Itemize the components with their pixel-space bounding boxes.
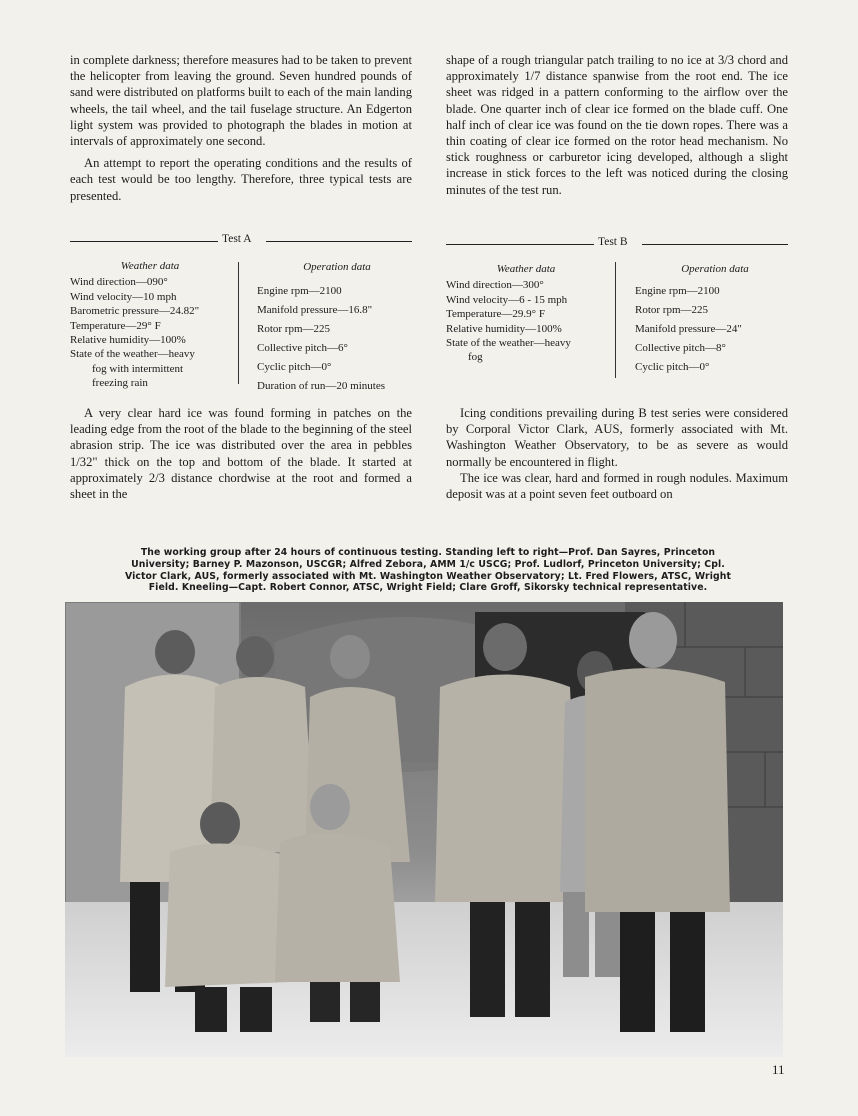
test-b-heading: [446, 236, 788, 254]
test-b-operation-data: [635, 262, 795, 379]
test-a-heading: [70, 233, 412, 251]
data-row: Wind direction—300°: [446, 279, 544, 292]
paragraph: Icing conditions prevailing during B test series were considered by Corporal Victor Clark, AUS, formerly associated with Mt. Washington Weather Observatory, to be as severe as would normally be encountered in flight.: [446, 406, 788, 469]
top-right-column: [446, 52, 788, 198]
photo-image: [65, 602, 783, 1057]
test-b-weather-data: [446, 262, 606, 365]
weather-heading: Weather data: [120, 260, 180, 272]
data-row: Collective pitch—6°: [257, 342, 348, 355]
middle-right-column: [446, 405, 788, 502]
data-row: Rotor rpm—225: [635, 304, 709, 317]
data-row: Wind velocity—6 - 15 mph: [446, 293, 568, 306]
rule-right: [266, 241, 412, 242]
data-row: Manifold pressure—16.8": [257, 304, 373, 317]
group-photograph: [65, 602, 783, 1057]
paragraph: in complete darkness; therefore measures had to be taken to prevent the helicopter from leaving the ground. Seven hundred pounds of sand were distributed on platforms built to each of the main landing wheels, the tail wheel, and the tail fuselage structure. An Edgerton light system was provided to photograph the blades in motion at intervals of approximately one second.: [70, 53, 412, 149]
column-divider: [238, 262, 239, 384]
data-row: fog: [468, 351, 483, 364]
column-divider: [615, 262, 616, 378]
data-row: Wind velocity—10 mph: [70, 290, 177, 303]
test-b-label: Test B: [594, 236, 632, 248]
top-left-column: [70, 52, 412, 204]
data-row: Wind direction—090°: [70, 276, 168, 289]
rule-right: [642, 244, 788, 245]
paragraph: A very clear hard ice was found forming in patches on the leading edge from the root of the blade to the beginning of the steel abrasion strip. The ice was distributed over the area in pebbles 1/32" thick on the top and bottom of the blade. It started at approximately 2/3 distance chordwise at the root and formed a sheet in the: [70, 406, 412, 502]
data-row: Rotor rpm—225: [257, 323, 331, 336]
data-row: Relative humidity—100%: [446, 322, 562, 335]
data-row: Engine rpm—2100: [257, 285, 342, 298]
data-row: Temperature—29° F: [70, 319, 161, 332]
paragraph: The ice was clear, hard and formed in rough nodules. Maximum deposit was at a point seven feet outboard on: [446, 470, 788, 502]
data-row: Duration of run—20 minutes: [257, 379, 386, 392]
rule-left: [446, 244, 594, 245]
data-row: State of the weather—heavy: [446, 337, 571, 350]
data-row: Manifold pressure—24": [635, 323, 742, 336]
photo-caption: The working group after 24 hours of continuous testing. Standing left to right—Prof. Dan Sayres, Princeton University; Barney P. Mazonson, USCGR; Alfred Zebora, AMM 1/c USCG; Prof. Ludlorf, Princeton University; Cpl. Victor Clark, AUS, formerly associated with Mt. Washington Weather Observatory; Lt. Fred Flowers, ATSC, Wright Field. Kneeling—Capt. Robert Connor, ATSC, Wright Field; Clare Groff, Sikorsky technical representative.: [124, 547, 732, 594]
weather-heading: Weather data: [496, 263, 556, 275]
test-a-weather-data: [70, 259, 230, 391]
data-row: Temperature—29.9° F: [446, 308, 545, 321]
paragraph: shape of a rough triangular patch trailing to no ice at 3/3 chord and approximately 1/7 distance spanwise from the root end. The ice sheet was ridged in a pattern conforming to the airflow over the blade. One quarter inch of clear ice formed on the blade cuff. One half inch of clear ice was found on the tie down ropes. There was a thin coating of clear ice formed on the rotor head mechanism. No stick roughness or carburetor icing developed, although a slight increase in stick forces to the left was noticed during the closing minutes of the test run.: [446, 53, 788, 197]
data-row: freezing rain: [92, 377, 148, 390]
data-row: Barometric pressure—24.82": [70, 305, 200, 318]
data-row: Cyclic pitch—0°: [635, 361, 710, 374]
operation-heading: Operation data: [303, 261, 371, 273]
data-row: Collective pitch—8°: [635, 342, 726, 355]
test-a-label: Test A: [218, 233, 256, 245]
middle-left-column: [70, 405, 412, 502]
page-number: 11: [772, 1062, 785, 1077]
rule-left: [70, 241, 218, 242]
test-a-operation-data: [257, 260, 417, 398]
data-row: fog with intermittent: [92, 362, 184, 375]
data-row: Engine rpm—2100: [635, 285, 720, 298]
paragraph: An attempt to report the operating conditions and the results of each test would be too lengthy. Therefore, three typical tests are presented.: [70, 156, 412, 203]
data-row: State of the weather—heavy: [70, 348, 195, 361]
data-row: Cyclic pitch—0°: [257, 361, 332, 374]
operation-heading: Operation data: [681, 263, 749, 275]
data-row: Relative humidity—100%: [70, 334, 186, 347]
